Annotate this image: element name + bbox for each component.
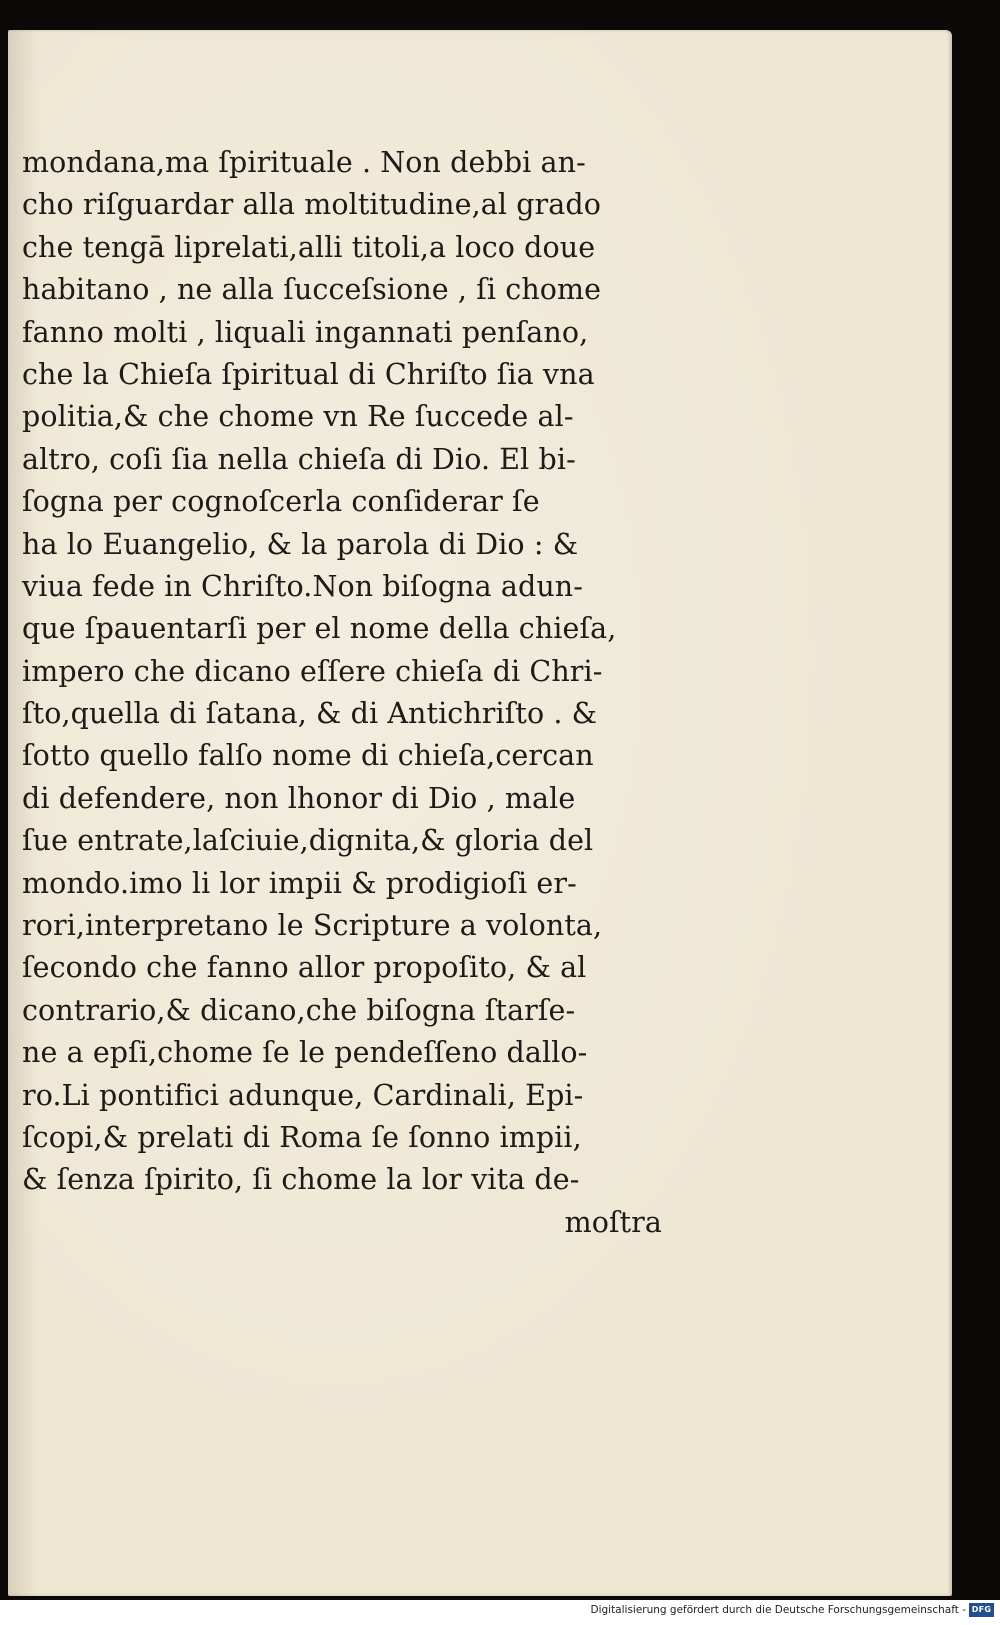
text-line: ſto,quella di ſatana, & di Antichriſto . & [22,697,598,731]
text-line: ro.Li pontifici adunque, Cardinali, Epi- [22,1078,584,1112]
text-line: politia,& che chome vn Re ſuccede al- [22,400,574,434]
text-line: ſogna per cognoſcerla conſiderar ſe [22,485,540,519]
text-line: mondo.imo li lor impii & prodigioſi er- [22,866,577,900]
text-line: ſecondo che fanno allor propoſito, & al [22,951,587,985]
text-line: mondana,ma ſpirituale . Non debbi an- [22,146,586,179]
book-page [8,30,952,1596]
catchword: moſtra [564,1205,662,1239]
text-line: contrario,& dicano,che biſogna ſtarſe- [22,993,576,1027]
body-text [22,142,662,1244]
text-line: ſue entrate,laſciuie,dignita,& gloria del [22,824,594,858]
text-line: habitano , ne alla ſucceſsione , ſi chome [22,273,602,307]
text-line: ſcopi,& prelati di Roma ſe ſonno impii, [22,1120,582,1154]
text-line: ha lo Euangelio, & la parola di Dio : & [22,527,579,561]
text-line: & ſenza ſpirito, ſi chome la lor vita de- [22,1163,580,1197]
text-line: rori,interpretano le Scripture a volonta, [22,909,603,943]
text-line: cho riſguardar alla moltitudine,al grado [22,188,601,222]
text-line: che la Chieſa ſpiritual di Chriſto ſia vna [22,357,595,391]
text-line: que ſpauentarſi per el nome della chieſa, [22,612,617,646]
text-line: viua fede in Chriſto.Non biſogna adun- [22,569,583,603]
text-line: impero che dicano eſſere chieſa di Chri- [22,654,603,688]
footer-bar [0,1600,1000,1625]
text-line: altro, coſi ſia nella chieſa di Dio. El bi- [22,442,576,476]
text-line: che tengā liprelati,alli titoli,a loco doue [22,230,596,264]
funding-credit: Digitalisierung gefördert durch die Deutsche Forschungsgemeinschaft - [590,1604,966,1616]
dfg-logo: DFG [969,1603,994,1617]
text-line: ne a epſi,chome ſe le pendeſſeno dallo- [22,1036,588,1070]
text-line: di defendere, non lhonor di Dio , male [22,781,576,815]
text-line: fanno molti , liquali ingannati penſano, [22,315,589,349]
text-line: ſotto quello falſo nome di chieſa,cercan [22,739,594,773]
